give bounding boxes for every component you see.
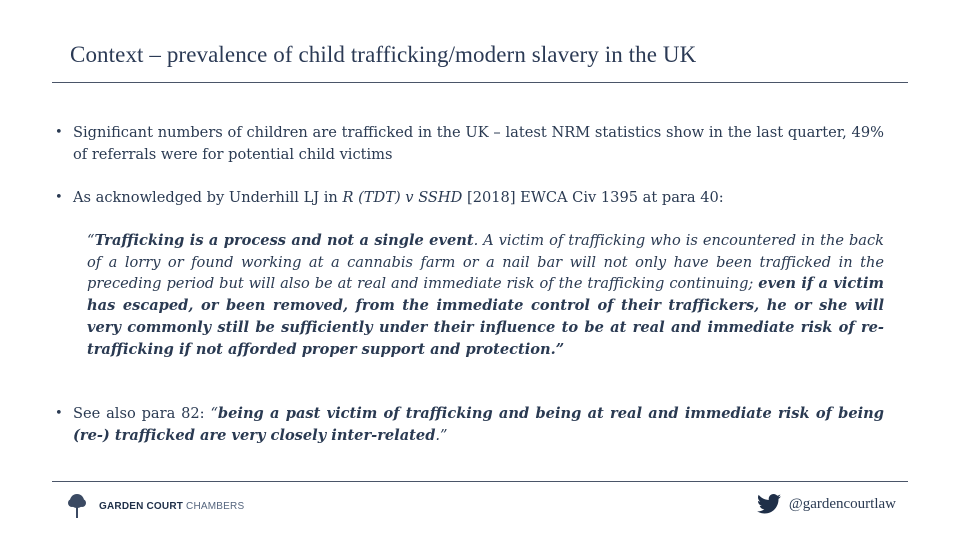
title-divider — [52, 82, 908, 83]
quote-body: . A victim of trafficking who is encountered in the back of a lorry or found working at a cannabis farm or a nail bar will not only have been trafficked in the preceding period but will also be at real and immediate risk of the trafficking continuing; — [87, 232, 885, 293]
para-82-prefix: See also para 82: — [73, 405, 211, 422]
logo-wordmark-bold: GARDEN COURT — [99, 500, 184, 512]
citation-suffix: [2018] EWCA Civ 1395 at para 40: — [462, 189, 724, 206]
bullet-para-82 — [52, 403, 884, 447]
quote-emphasis-influence: even if a victim has escaped, or been removed, from the immediate control of their traffickers, he or she will very commonly still be sufficiently under their influence to be at real and immediate risk of re-trafficking if not afforded proper support and protection. — [87, 275, 884, 358]
bullet-underhill-citation — [52, 187, 884, 209]
quote-close-mark: .” — [435, 427, 448, 444]
bullet-text: Significant numbers of children are trafficked in the UK – latest NRM statistics show in the last quarter, 49% of referrals were for potential child victims — [73, 124, 884, 163]
logo-wordmark — [99, 501, 244, 512]
twitter-handle[interactable]: @gardencourtlaw — [788, 495, 896, 512]
garden-court-logo — [66, 493, 244, 519]
slide-title: Context – prevalence of child trafficking/modern slavery in the UK — [70, 42, 697, 67]
bullet-text — [73, 187, 884, 209]
bullet-marker: • — [55, 406, 63, 421]
logo-wordmark-light: CHAMBERS — [183, 500, 245, 512]
case-name: R (TDT) v SSHD — [342, 189, 463, 206]
twitter-link[interactable] — [757, 493, 896, 515]
bullet-marker: • — [55, 190, 63, 205]
citation-prefix: As acknowledged by Underhill LJ in — [73, 189, 343, 206]
tree-icon — [66, 493, 88, 519]
judgment-quote — [87, 230, 884, 360]
quote-open-mark: “ — [210, 405, 218, 422]
footer-divider — [52, 481, 908, 482]
bullet-marker: • — [55, 125, 63, 140]
twitter-bird-icon — [757, 493, 781, 515]
quote-open-mark: “ — [87, 232, 95, 249]
bullet-text — [73, 403, 884, 447]
quote-emphasis-process: Trafficking is a process and not a single event — [94, 232, 474, 249]
quote-close-mark: ” — [555, 340, 565, 358]
para-82-quote: being a past victim of trafficking and being at real and immediate risk of being (re-) trafficked are very closely inter-related — [73, 405, 884, 444]
bullet-nrm-statistics — [52, 122, 884, 166]
